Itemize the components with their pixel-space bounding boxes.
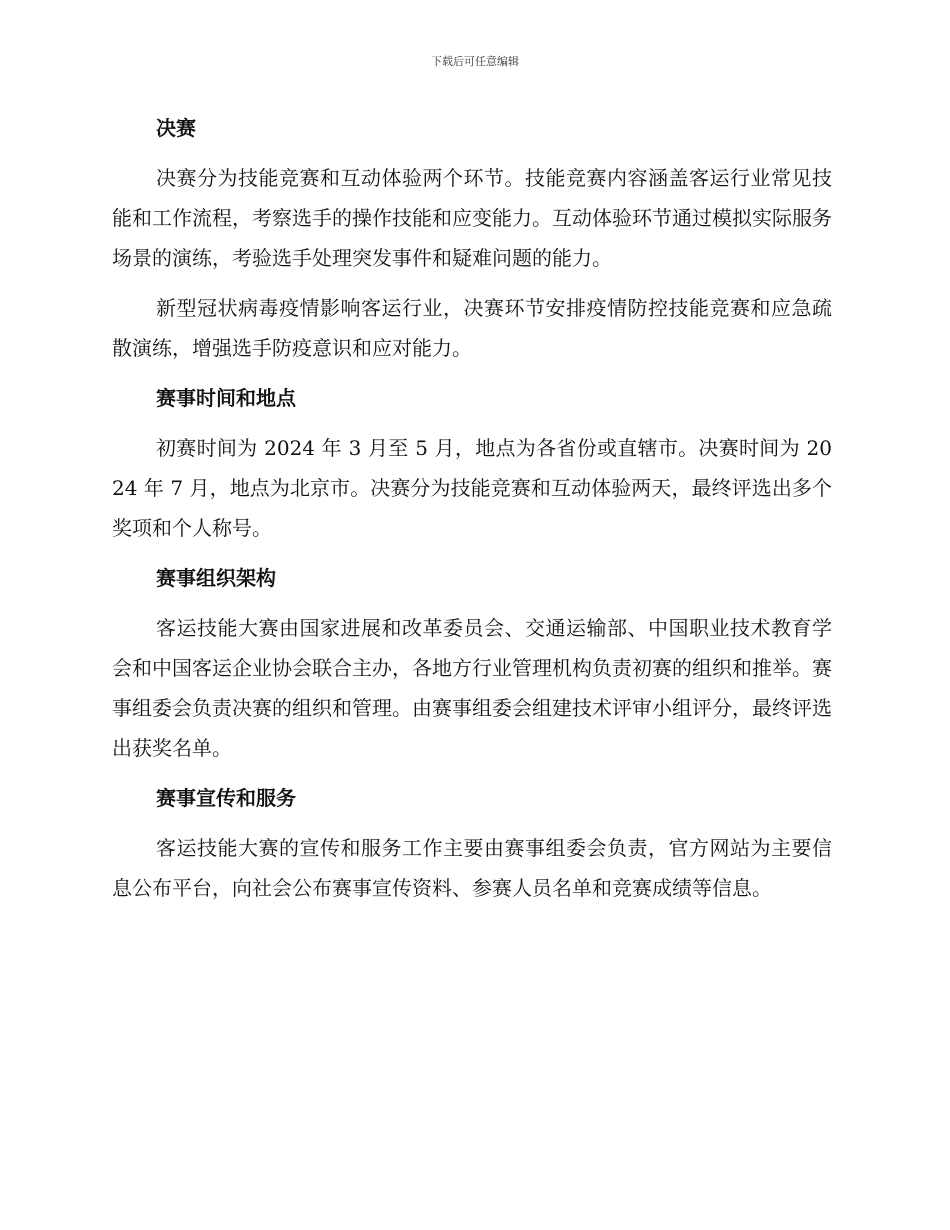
paragraph: 初赛时间为 2024 年 3 月至 5 月，地点为各省份或直辖市。决赛时间为 2024 年 7 月，地点为北京市。决赛分为技能竞赛和互动体验两天，最终评选出多个奖项和个人称号。 (112, 436, 832, 540)
paragraph: 客运技能大赛的宣传和服务工作主要由赛事组委会负责，官方网站为主要信息公布平台，向社会公布赛事宣传资料、参赛人员名单和竞赛成绩等信息。 (112, 836, 832, 900)
section-organization (112, 558, 832, 768)
paragraph: 新型冠状病毒疫情影响客运行业，决赛环节安排疫情防控技能竞赛和应急疏散演练，增强选手防疫意识和应对能力。 (112, 296, 832, 360)
section-final (112, 108, 832, 368)
section-promotion-service (112, 778, 832, 908)
paragraph: 客运技能大赛由国家进展和改革委员会、交通运输部、中国职业技术教育学会和中国客运企业协会联合主办，各地方行业管理机构负责初赛的组织和推举。赛事组委会负责决赛的组织和管理。由赛事组委会组建技术评审小组评分，最终评选出获奖名单。 (112, 616, 832, 760)
section-time-location (112, 378, 832, 548)
page-header-note: 下载后可任意编辑 (431, 55, 519, 68)
section-heading: 赛事时间和地点 (156, 386, 296, 410)
paragraph: 决赛分为技能竞赛和互动体验两个环节。技能竞赛内容涵盖客运行业常见技能和工作流程，考察选手的操作技能和应变能力。互动体验环节通过模拟实际服务场景的演练，考验选手处理突发事件和疑难问题的能力。 (112, 166, 832, 270)
section-heading: 赛事宣传和服务 (156, 786, 296, 810)
section-heading: 决赛 (156, 116, 196, 140)
document-body (112, 108, 832, 918)
section-heading: 赛事组织架构 (156, 566, 276, 590)
